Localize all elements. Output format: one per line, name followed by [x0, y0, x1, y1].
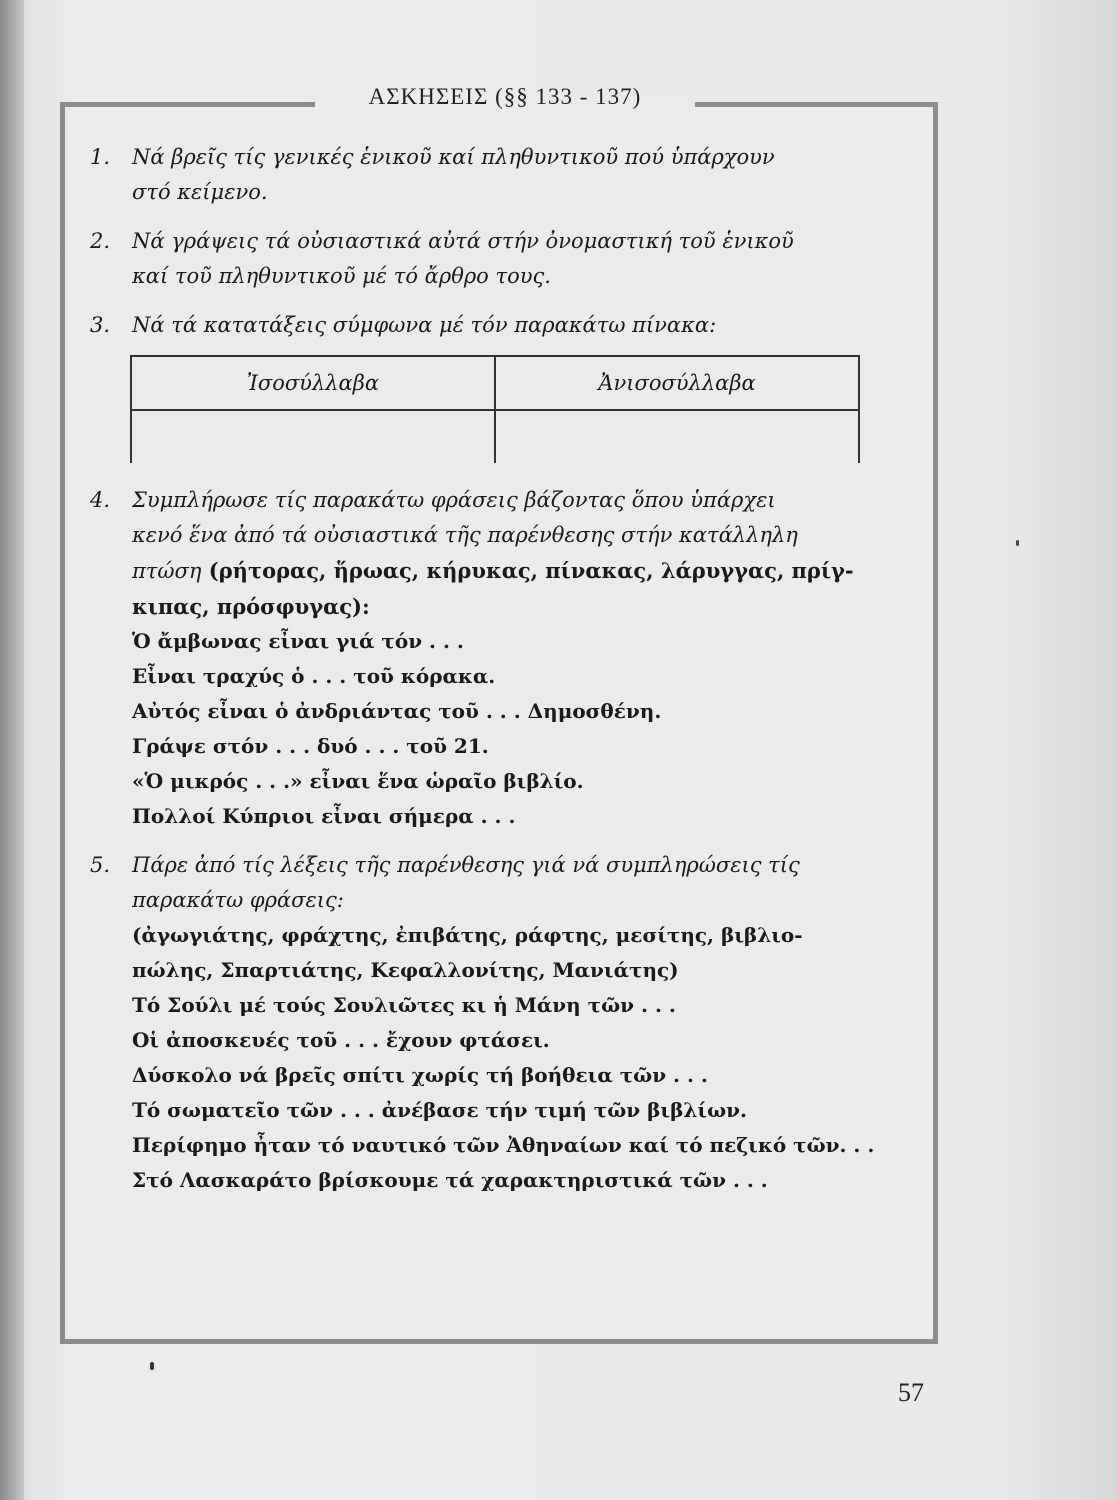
page-number: 57 [898, 1378, 924, 1407]
exercise-1 [90, 140, 910, 210]
exercise-number: 2. [90, 229, 111, 253]
book-spine [0, 0, 24, 1500]
exercise-text-line: Συμπλήρωσε τίς παρακάτω φράσεις βάζοντας ὅπου ὑπάρχει [132, 488, 776, 512]
exercise-text-line: στό κείμενο. [132, 180, 268, 204]
fill-sentence: Περίφημο ἦταν τό ναυτικό τῶν Ἀθηναίων καί τό πεζικό τῶν. . . [132, 1133, 875, 1157]
table-header-anisosyllabic: Ἀνισοσύλλαβα [495, 356, 859, 410]
noun-list: (ρήτορας, ἥρωας, κήρυκας, πίνακας, λάρυγγας, πρίγ- [201, 558, 854, 583]
fill-sentence: Οἱ ἀποσκευές τοῦ . . . ἔχουν φτάσει. [132, 1028, 550, 1052]
fill-sentence: Στό Λασκαράτο βρίσκουμε τά χαρακτηριστικά τῶν . . . [132, 1168, 768, 1192]
print-speck [1016, 540, 1019, 546]
exercise-number: 4. [90, 488, 111, 512]
exercise-number: 1. [90, 145, 111, 169]
fill-sentence: Γράψε στόν . . . δυό . . . τοῦ 21. [132, 734, 489, 758]
noun-list-continued: κιπας, πρόσφυγας): [132, 594, 370, 619]
word-list: (ἀγωγιάτης, φράχτης, ἐπιβάτης, ράφτης, μεσίτης, βιβλιο- [132, 923, 803, 947]
fill-sentence: Δύσκολο νά βρεῖς σπίτι χωρίς τή βοήθεια τῶν . . . [132, 1063, 708, 1087]
section-heading: ΑΣΚΗΣΕΙΣ (§§ 133 - 137) [368, 84, 642, 109]
fill-sentence: Πολλοί Κύπριοι εἶναι σήμερα . . . [132, 804, 516, 828]
frame-top-border-right [695, 102, 938, 107]
exercise-4 [90, 483, 910, 624]
exercise-3 [90, 308, 910, 343]
fill-sentence: Τό σωματεῖο τῶν . . . ἀνέβασε τήν τιμή τῶν βιβλίων. [132, 1098, 747, 1122]
exercise-list [90, 140, 910, 1198]
exercise-5 [90, 848, 910, 918]
exercise-text-line: κενό ἕνα ἀπό τά οὐσιαστικά τῆς παρένθεσης στήν κατάλληλη [132, 523, 798, 547]
fill-sentence: «Ὁ μικρός . . .» εἶναι ἕνα ὡραῖο βιβλίο. [132, 769, 584, 793]
fill-sentence: Τό Σούλι μέ τούς Σουλιῶτες κι ἡ Μάνη τῶν . . . [132, 993, 676, 1017]
exercise-text-italic: πτώση [132, 559, 202, 583]
frame-top-border-left [60, 102, 315, 107]
exercise-text-line: Νά γράψεις τά οὐσιαστικά αὐτά στήν ὀνομαστική τοῦ ἑνικοῦ [132, 229, 794, 253]
table-cell-empty [131, 410, 495, 463]
exercise-text-line [132, 553, 910, 589]
exercise-text-line: καί τοῦ πληθυντικοῦ μέ τό ἄρθρο τους. [132, 264, 551, 288]
word-list: πώλης, Σπαρτιάτης, Κεφαλλονίτης, Μανιάτης) [132, 958, 679, 982]
classification-table [130, 355, 860, 463]
exercise-text-line: Πάρε ἀπό τίς λέξεις τῆς παρένθεσης γιά νά συμπληρώσεις τίς [132, 853, 800, 877]
exercise-2 [90, 224, 910, 294]
print-speck [150, 1362, 154, 1370]
exercise-text-line: Νά τά κατατάξεις σύμφωνα μέ τόν παρακάτω πίνακα: [132, 313, 717, 337]
exercise-text-line: Νά βρεῖς τίς γενικές ἑνικοῦ καί πληθυντικοῦ πού ὑπάρχουν [132, 145, 775, 169]
exercise-text-line: παρακάτω φράσεις: [132, 888, 344, 912]
fill-sentence: Εἶναι τραχύς ὁ . . . τοῦ κόρακα. [132, 664, 496, 688]
fill-sentence: Ὁ ἄμβωνας εἶναι γιά τόν . . . [132, 629, 464, 653]
fill-sentence: Αὐτός εἶναι ὁ ἀνδριάντας τοῦ . . . Δημοσθένη. [132, 699, 662, 723]
table-cell-empty [495, 410, 859, 463]
exercise-number: 3. [90, 313, 111, 337]
table-header-isosyllabic: Ἰσοσύλλαβα [131, 356, 495, 410]
exercise-number: 5. [90, 853, 111, 877]
